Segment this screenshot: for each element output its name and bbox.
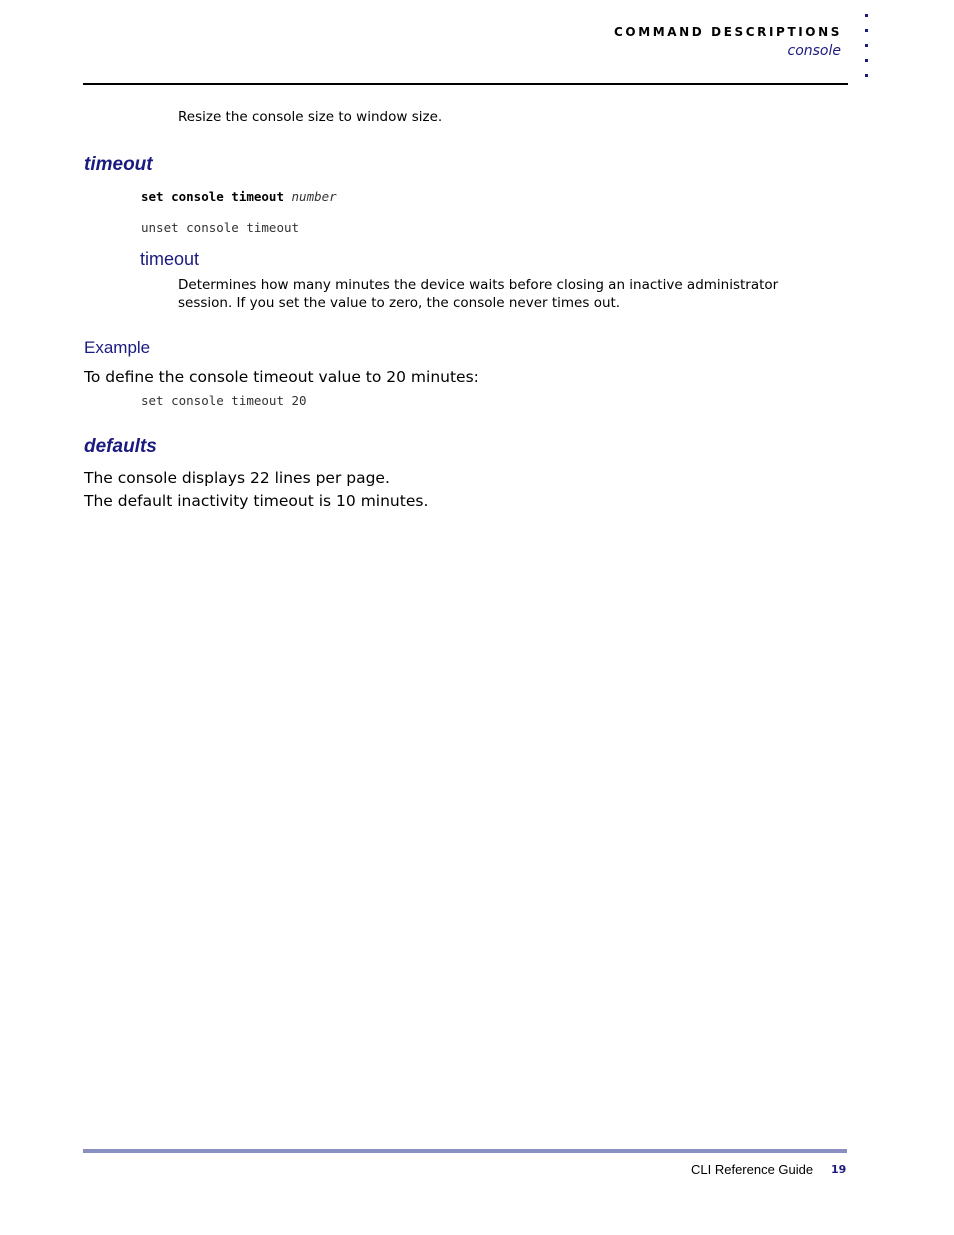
example-heading: Example [84,338,151,357]
footer-guide-title: CLI Reference Guide [691,1162,814,1177]
header-dot-ornament [864,14,870,89]
timeout-param-name: timeout [140,249,200,269]
set-command: set console timeout [141,189,284,204]
example-code: set console timeout 20 [141,393,307,408]
timeout-desc-line2: session. If you set the value to zero, the console never times out. [178,295,621,311]
intro-text: Resize the console size to window size. [178,109,443,125]
running-header-section: COMMAND DESCRIPTIONS [613,25,842,39]
timeout-heading: timeout [84,154,153,175]
timeout-desc-line1: Determines how many minutes the device waits before closing an inactive administrator [178,277,779,293]
header-rule [83,83,848,85]
example-text: To define the console timeout value to 20 minutes: [84,368,479,386]
defaults-line2: The default inactivity timeout is 10 minutes. [84,492,429,510]
set-argument: number [291,189,337,204]
set-syntax-line [141,189,337,204]
running-header-subsection: console [787,43,841,59]
footer-rule [83,1149,847,1153]
defaults-line1: The console displays 22 lines per page. [84,469,390,487]
defaults-heading: defaults [84,436,157,457]
page-number: 19 [831,1163,847,1176]
unset-syntax-line: unset console timeout [141,220,300,235]
